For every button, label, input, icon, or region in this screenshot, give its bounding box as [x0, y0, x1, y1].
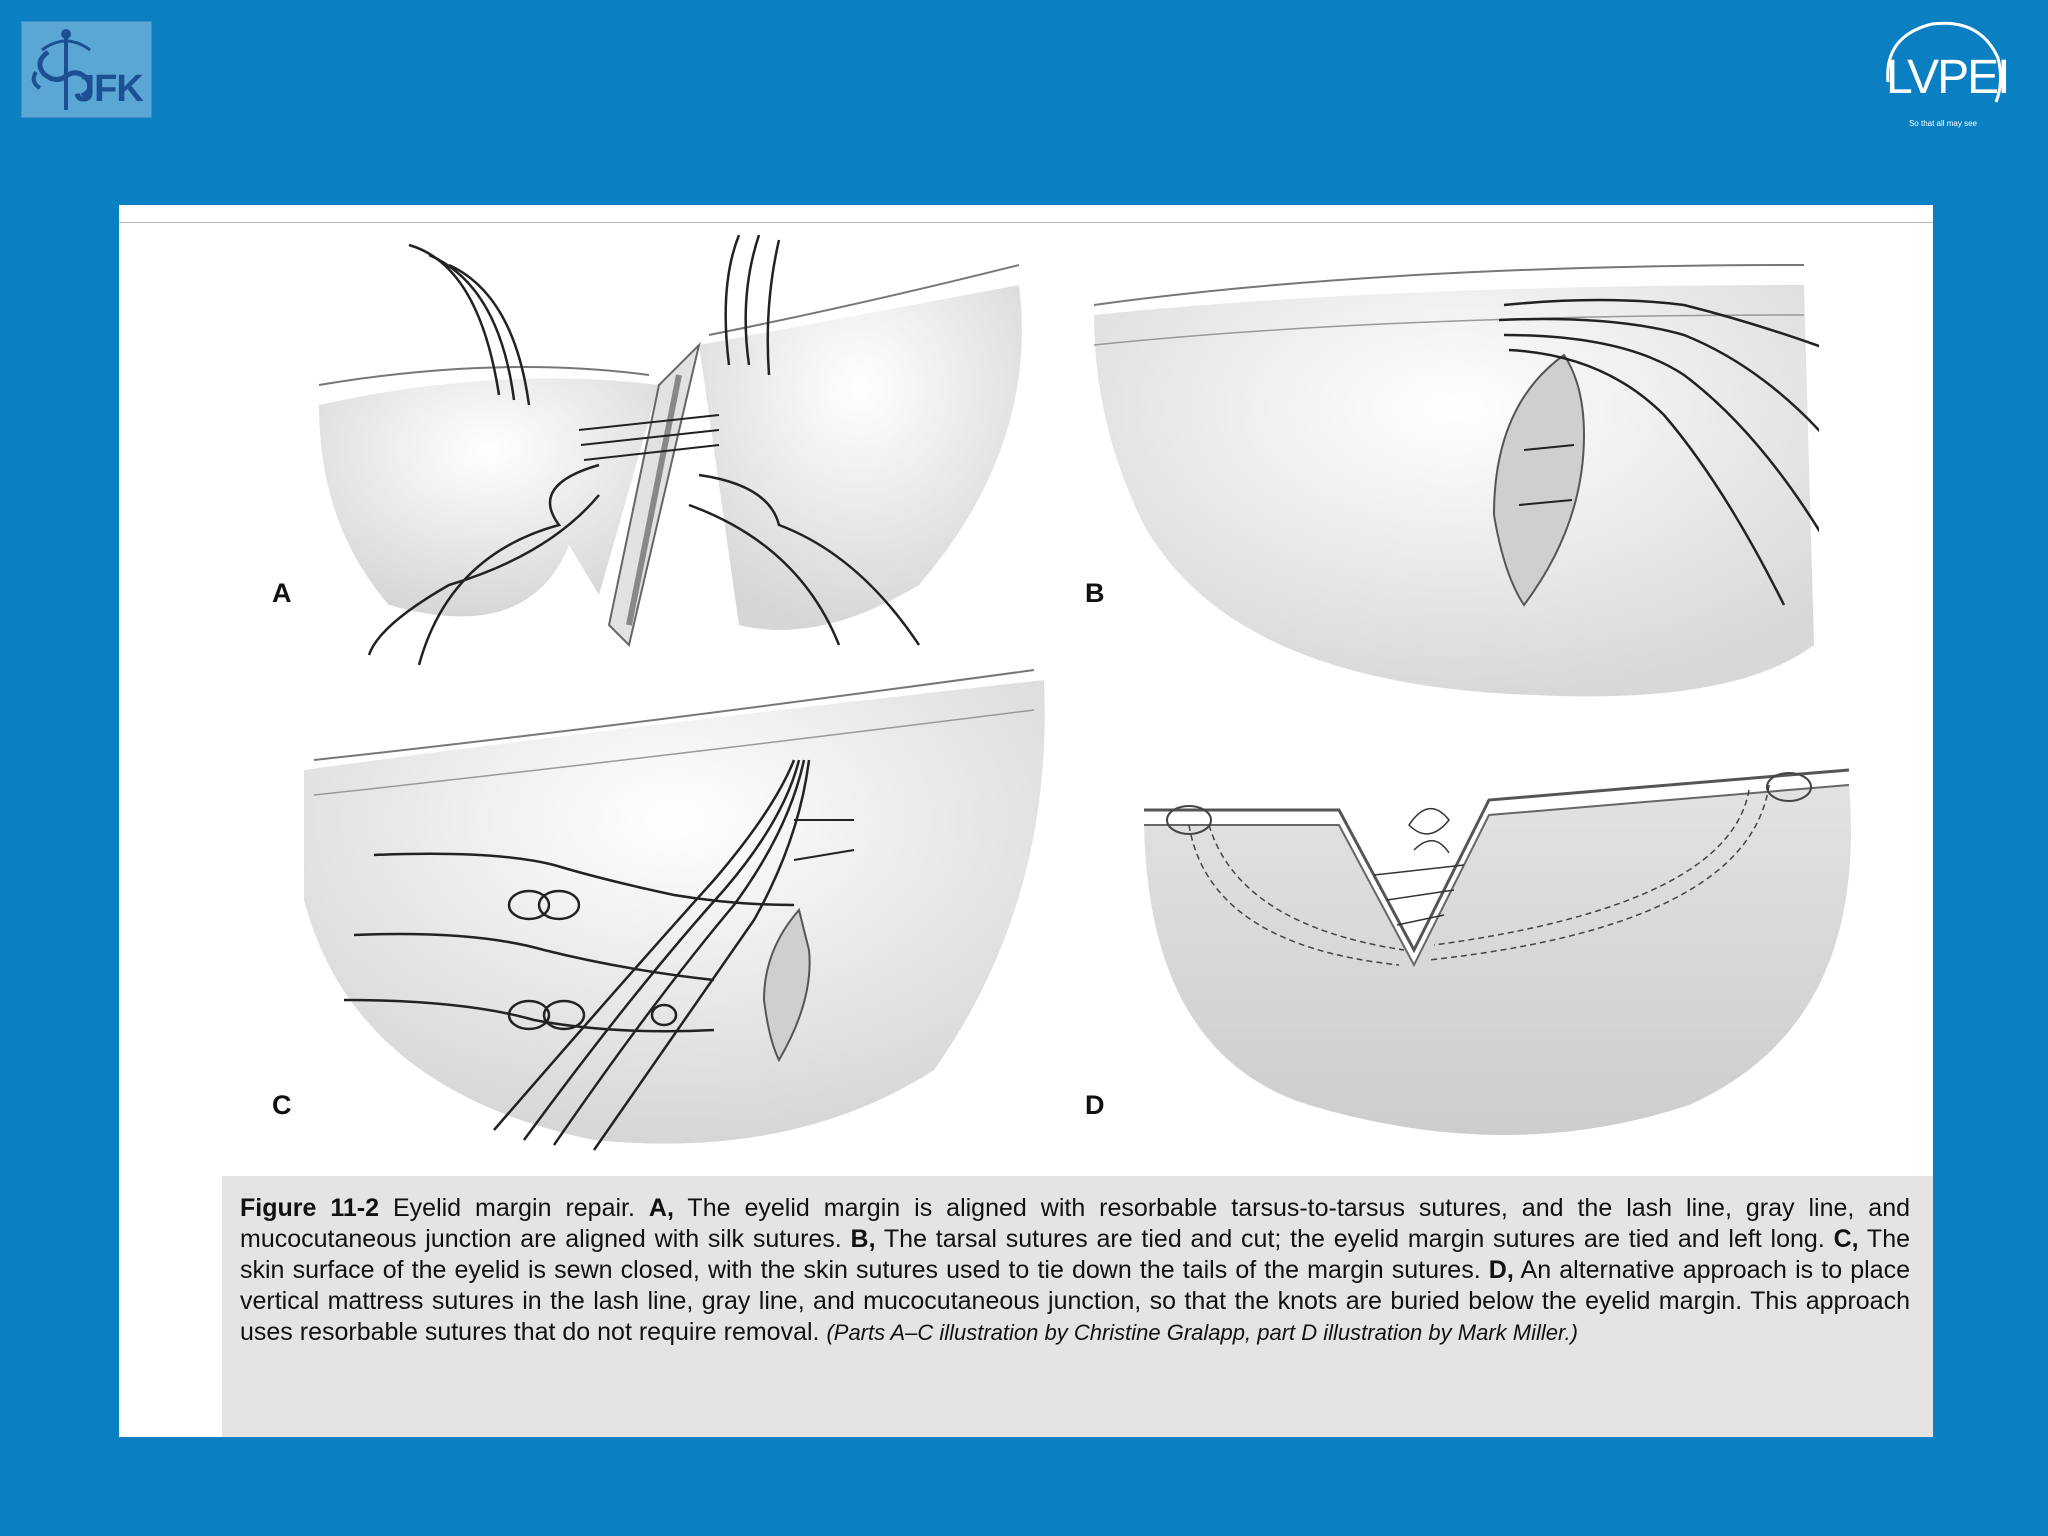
panel-top-rule	[119, 222, 1933, 223]
caption-b-label: B,	[850, 1225, 876, 1253]
caption-d-label: D,	[1488, 1256, 1514, 1284]
part-label-a: A	[272, 578, 292, 608]
part-label-c: C	[272, 1090, 292, 1120]
lvpei-logo	[1878, 18, 2009, 128]
illustration-c	[294, 650, 1054, 1160]
lvpei-logo-text: LVPEI	[1886, 51, 2009, 104]
caption-a-label: A,	[648, 1194, 674, 1222]
part-label-b: B	[1085, 578, 1105, 608]
figure-caption-box	[222, 1176, 1933, 1437]
caption-title: Eyelid margin repair.	[379, 1194, 649, 1222]
caption-figure-number: Figure 11-2	[240, 1194, 380, 1222]
illustration-d	[1129, 765, 1869, 1145]
part-label-d: D	[1085, 1090, 1105, 1120]
caption-a-text: The eyelid margin is aligned with resorbable tarsus-to-tarsus sutures, and the lash line, gray line, and mucocutaneous junction are aligned with silk sutures.	[240, 1194, 1911, 1253]
figure-caption	[240, 1193, 1910, 1348]
jfk-logo-text: JFK	[74, 68, 143, 110]
figure-panel	[119, 205, 1933, 1437]
jfk-logo	[21, 21, 152, 118]
caption-d-text: An alternative approach is to place vertical mattress sutures in the lash line, gray line, and mucocutaneous junction, so that the knots are buried below the eyelid margin. This approach uses resorbable sutures that do not require removal.	[240, 1256, 1910, 1346]
caption-c-label: C,	[1833, 1225, 1859, 1253]
illustration-b	[1084, 225, 1819, 855]
caption-b-text: The tarsal sutures are tied and cut; the eyelid margin sutures are tied and left long.	[875, 1225, 1834, 1253]
caption-credit: (Parts A–C illustration by Christine Gralapp, part D illustration by Mark Miller.)	[826, 1320, 1578, 1345]
caption-c-text: The skin surface of the eyelid is sewn closed, with the skin sutures used to tie down the tails of the margin sutures.	[240, 1225, 1911, 1284]
lvpei-tagline: So that all may see	[1908, 119, 1978, 128]
